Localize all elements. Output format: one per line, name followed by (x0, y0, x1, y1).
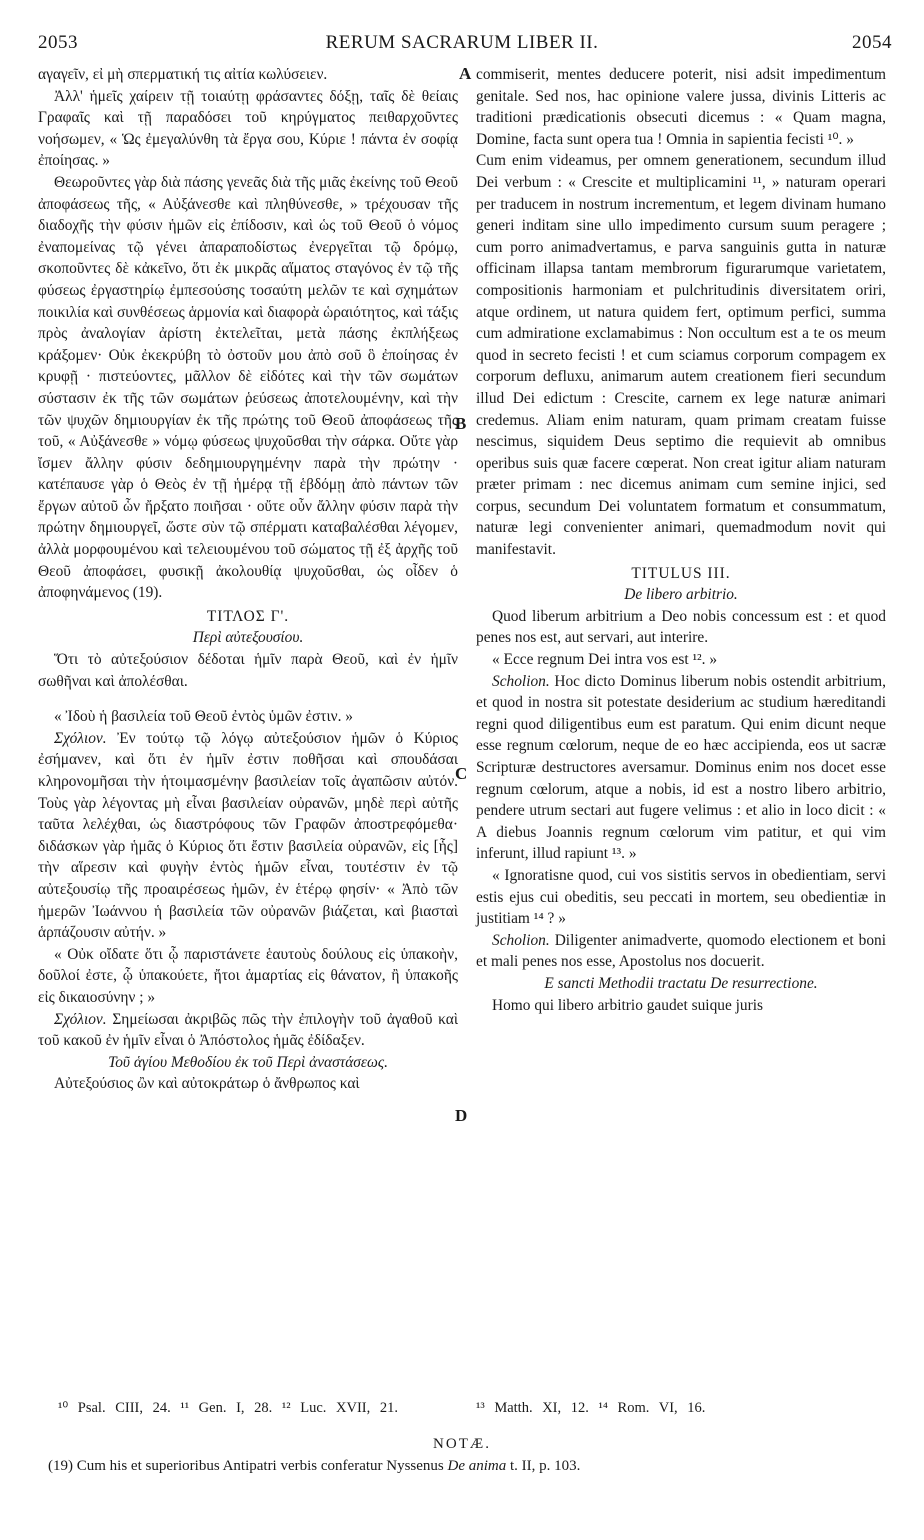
greek-scholion: Σχόλιον. Ἐν τούτῳ τῷ λόγῳ αὐτεξούσιον ἡμῶν ὁ Κύριος ἐσήμανεν, καὶ ὅτι ἐν ἡμῖν ἐστιν ποθῆσαι καὶ σπουδάσαι κληρονομῆσαι τὴν ἡτοιμασμένην βασιλείαν τοῖς ἀγαπῶσιν αὐτόν. Τοὺς γὰρ λέγοντας μὴ εἶναι βασιλείαν οὐρανῶν, μηδὲ περὶ αὐτῆς ταῦτα λελέχθαι, ὡς διαστρόφους τῶν Γραφῶν ἀποστρεφόμεθα· διδάσκων γὰρ ἡμᾶς ὁ Κύριος ὅτι ἔστιν βασιλεία οὐρανῶν, εἰς [ἧς] τὴν αἵρεσιν καὶ φυγὴν ἐντὸς ἡμῶν εἶναι, τουτέστιν ἐν τῷ αὐτεξουσίῳ τῆς προαιρέσεως ἡμῶν, ἐν ἑτέρῳ φησίν· « Ἀπὸ τῶν ἡμερῶν Ἰωάννου ἡ βασιλεία τῶν οὐρανῶν βιάζεται, καὶ βιασταὶ ἁρπάζουσιν αὐτήν. » (38, 729, 458, 942)
running-header (30, 32, 894, 58)
margin-marker-a: A (459, 64, 472, 83)
greek-summary: Ὅτι τὸ αὐτεξούσιον δέδοται ἡμῖν παρὰ Θεοῦ, καὶ ἐν ἡμῖν σωθῆναι καὶ ἀπολέσθαι. (38, 651, 458, 690)
latin-scholion: Scholion. Hoc dicto Dominus liberum nobis ostendit arbitrium, et quod in nostra sit potestate desiderium ac studium hæreditandi regni quod diligentibus eum est paratum. Qui enim dicunt neque esse regnum cœlorum, neque de eo hæc accipienda, eos ut sacræ Scripturæ destructores aversamur. Dominus enim nos docet esse regnum cœlorum, atque a nobis, id est a nostro libero arbitrio, pendere utrum sectari aut fugere velimus : et alio in loco dicit : « A diebus Joannis regnum cœlorum vim patitur, et qui vim inferunt, illud rapiunt ¹³. » (476, 672, 886, 863)
latin-quote: « Ecce regnum Dei intra vos est ¹². » (492, 651, 718, 669)
latin-paragraph: commiserit, mentes deducere poterit, nisi adsit impedimentum genitale. Sed nos, hac opinione valere jussa, divinis Litteris ac traditioni prædicationis obsecuti dicemus : « Quam magna, Domine, facta sunt opera tua ! Omnia in sapientia fecisti ¹⁰. » (476, 66, 886, 148)
footnotes-left: ¹⁰ Psal. CIII, 24. ¹¹ Gen. I, 28. ¹² Luc. XVII, 21. (58, 1400, 399, 1416)
latin-column (476, 64, 886, 1016)
latin-subtitle: De libero arbitrio. (624, 586, 738, 604)
greek-column (38, 64, 458, 1095)
greek-quote: « Ἰδοὺ ἡ βασιλεία τοῦ Θεοῦ ἐντὸς ὑμῶν ἐστιν. » (54, 708, 353, 726)
margin-marker-c: C (455, 764, 468, 783)
latin-title: TITULUS III. (631, 564, 731, 582)
footnotes-right: ¹³ Matth. XI, 12. ¹⁴ Rom. VI, 16. (476, 1400, 706, 1416)
notae-heading: NOTÆ. (433, 1436, 491, 1452)
greek-paragraph: Ἀλλ' ἡμεῖς χαίρειν τῇ τοιαύτῃ φράσαντες δόξῃ, ταῖς δὲ θείαις Γραφαῖς καὶ τῇ παραδόσει τοῦ κηρύγματος πειθαρχοῦντες νοήσωμεν, « Ὡς ἐμεγαλύνθη τὰ ἔργα σου, Κύριε ! πάντα ἐν σοφίᾳ ἐποίησας. » (38, 87, 458, 170)
running-title: RERUM SACRARUM LIBER II. (325, 32, 599, 53)
greek-source-heading: Τοῦ ἁγίου Μεθοδίου ἐκ τοῦ Περὶ ἀναστάσεως. (108, 1053, 388, 1071)
greek-quote: « Οὐκ οἴδατε ὅτι ᾧ παριστάνετε ἑαυτοὺς δούλους εἰς ὑπακοὴν, δοῦλοί ἐστε, ᾧ ὑπακούετε, ἤτοι ἁμαρτίας εἰς θάνατον, ἢ ὑπακοῆς εἰς δικαιοσύνην ; » (38, 945, 458, 1006)
greek-paragraph: αγαγεῖν, εἰ μὴ σπερματική τις αἰτία κωλύσειεν. (38, 66, 328, 83)
scholion-label: Σχόλιον. (54, 1010, 107, 1028)
page-number-right: 2054 (852, 32, 892, 53)
latin-paragraph: Cum enim videamus, per omnem generationem, secundum illud Dei verbum : « Crescite et multiplicamini ¹¹, » naturam operari per traducem in nostrum incrementum, et legem divinam humano generi inditam sine ullo impedimento cursum suum peragere ; cum porro animadvertamus, e parva sanguinis gutta in naturæ officinam illapsa tantam membrorum figurarumque varietatem, compositionis harmoniam et pulchritudinis diversitatem oriri, atque ordinem, ut natura quidem fert, optimum perfici, summa cum admiratione exclamabimus : Non occultum est a te os meum quod in secreto fecisti ! et cum sciamus corporum compagem ex corporum defluxu, animarum autem creationem fieri secundum illud Dei edictum : Crescite, carnem ex lege naturæ animari credemus. Aliam enim naturam, quam primam creatam fuisse nescimus, siquidem Deus septimo die requievit ab omnibus operibus suis quæ facere cœperat. Non creat igitur aliam naturam præter primam : nec dicemus animam cum semine injici, sed corpus, secundum Dei voluntatem formatum et consummatum, naturæ legi convenienter animari, quemadmodum novit qui manifestavit. (476, 152, 886, 559)
scholion-label: Scholion. (492, 931, 550, 949)
greek-paragraph: Αὐτεξούσιος ὢν καὶ αὐτοκράτωρ ὁ ἄνθρωπος καὶ (54, 1075, 360, 1093)
greek-paragraph: Θεωροῦντες γὰρ διὰ πάσης γενεᾶς διὰ τῆς μιᾶς ἐκείνης τοῦ Θεοῦ ἀποφάσεως τῆς, « Αὐξάνεσθε καὶ πληθύνεσθε, » τρέχουσαν τῆς διαδοχῆς τὴν φύσιν ἡμῶν εἰς ἐπίδοσιν, καὶ ὡς τοῦ Θεοῦ ὁ νόμος ἐναπομείνας τῷ γένει ἀπαραποδίστως ἐνεργεῖται τῷ δρόμῳ, σκοποῦντες δὲ κἀκεῖνο, ὅτι ἐκ μικρᾶς αἵματος σταγόνος ἐν τῷ τῆς φύσεως ἐργαστηρίῳ ἐμπεσούσης τοσαύτη μελῶν τε καὶ σχημάτων ποικιλία καὶ συνθέσεως ἁρμονία καὶ διαφορὰ ὡραιότητος, καὶ τάξις πρὸς ἀναλογίαν ἀρίστη ἐκτελεῖται, μετὰ πάσης ἐκπλήξεως κράξομεν· Οὐκ ἐκεκρύβη τὸ ὀστοῦν μου ἀπὸ σοῦ ὃ ἐποίησας ἐν κρυφῇ · πιστεύοντες, μᾶλλον δὲ εἰδότες καὶ τὴν τῶν σωμάτων σύστασιν ἐκ τῆς τῶν σωμάτων ῥεύσεως ἀποτελουμένην, καὶ τὴν τῶν ψυχῶν δημιουργίαν ἐκ τῆς πρώτης τοῦ Θεοῦ ἀποφάσεως τῆς τοῦ, « Αὐξάνεσθε » νόμῳ φύσεως ψυχοῦσθαι τὴν σάρκα. Οὔτε γὰρ ἴσμεν ἄλλην φύσιν δεδημιουργημένην παρὰ τὴν πρώτην · κατέπαυσε γὰρ ὁ Θεὸς ἐν τῇ ἡμέρᾳ τῇ ἑβδόμῃ ἀπὸ πάντων τῶν ἔργων αὐτοῦ ὧν ἤρξατο ποιῆσαι · οὔτε οὖν ἄλλην φύσιν παρὰ τὴν πρώτην δημιουργεῖ, ὥστε σὺν τῷ σπέρματι καταβαλέσθαι λέγομεν, ἀλλὰ μορφουμένου καὶ τελειουμένου τοῦ σώματος τῇ ἐξ ἀρχῆς τοῦ Θεοῦ ἀποφάσει, φυσικῇ ἀκολουθίᾳ ψυχοῦσθαι, ὡς οἶδεν ὁ ἀποφηνάμενος (19). (38, 173, 458, 602)
latin-scholion: Scholion. Diligenter animadverte, quomodo electionem et boni et mali penes nos esse, Apostolus nos docuerit. (476, 931, 886, 971)
greek-title: ΤΙΤΛΟΣ Γ'. (206, 607, 290, 625)
greek-scholion: Σχόλιον. Σημείωσαι ἀκριβῶς πῶς τὴν ἐπιλογὴν τοῦ ἀγαθοῦ καὶ τοῦ κακοῦ ἐν ἡμῖν εἶναι ὁ Ἀπόστολος ἡμᾶς ἐδίδαξεν. (38, 1010, 458, 1050)
notae-text: (19) Cum his et superioribus Antipatri verbis conferatur Nyssenus De anima t. II, p. 103. (48, 1458, 581, 1474)
scholion-label: Σχόλιον. (54, 729, 107, 747)
greek-subtitle: Περὶ αὐτεξουσίου. (192, 629, 304, 647)
margin-marker-b: B (455, 414, 467, 433)
margin-marker-d: D (455, 1106, 468, 1125)
page-number-left: 2053 (38, 32, 78, 53)
scholion-label: Scholion. (492, 672, 550, 690)
latin-summary: Quod liberum arbitrium a Deo nobis concessum est : et quod penes nos est, aut servari, aut interire. (476, 607, 886, 647)
latin-source-heading: E sancti Methodii tractatu De resurrectione. (544, 974, 818, 992)
latin-paragraph: Homo qui libero arbitrio gaudet suique juris (492, 996, 763, 1014)
latin-quote: « Ignoratisne quod, cui vos sistitis servos in obedientiam, servi estis ejus cui obeditis, seu peccati in mortem, seu obedientiæ in justitiam ¹⁴ ? » (476, 866, 886, 928)
